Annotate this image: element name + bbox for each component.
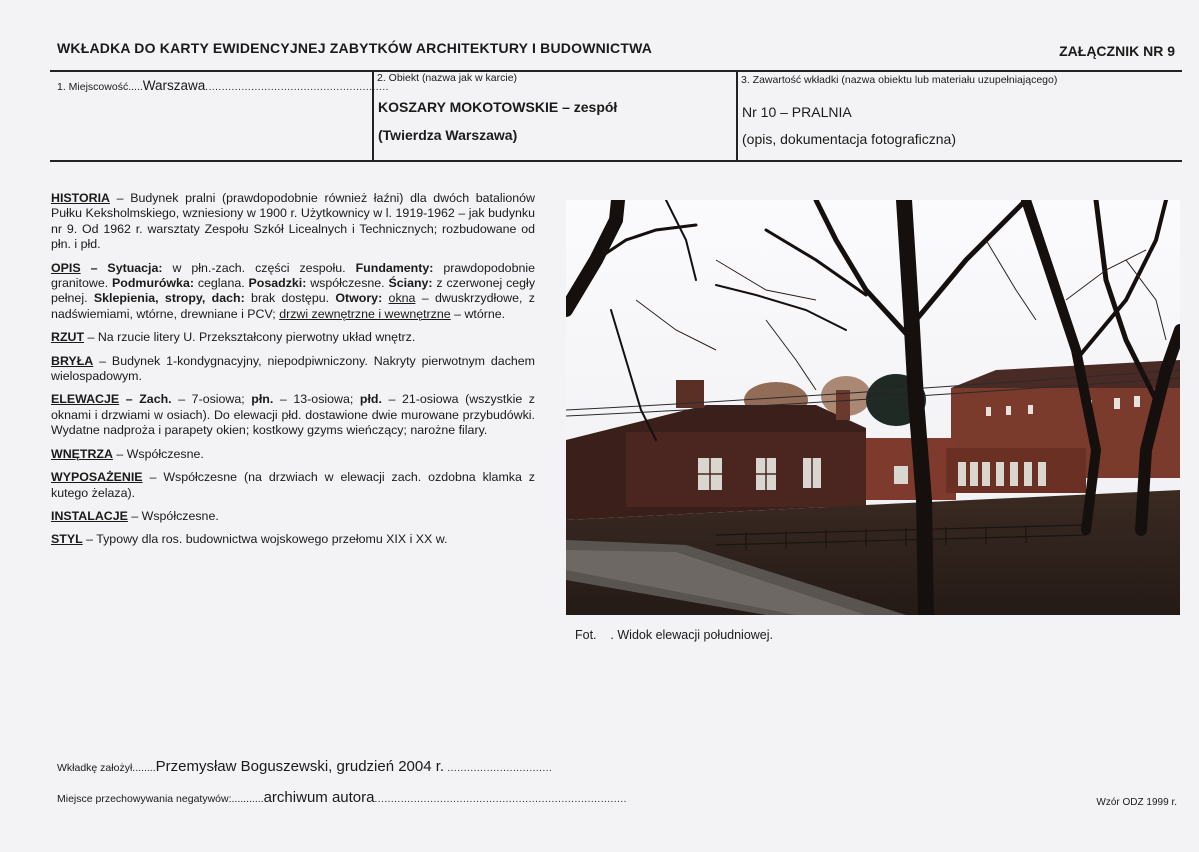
elewacje-key-pln: płn. (251, 392, 274, 407)
opis-text-drzwi: – wtórne. (450, 306, 506, 321)
opis-key-sciany: Ściany: (388, 276, 433, 291)
opis-text-podmurowka: ceglana. (193, 276, 249, 291)
locality-value: Warszawa (142, 78, 206, 93)
document-title: WKŁADKA DO KARTY EWIDENCYJNEJ ZABYTKÓW ARCHITEKTURY I BUDOWNICTWA (57, 40, 653, 56)
elewacje-text-pld: – 21-osiowa (wszystkie z oknami i drzwiami w osiach). Do elewacji płd. dostawione dwie murowane przybudówki. Wydatne nadproża i parapety okien; kostkowy gzyms wieńczący; narożne filary. (51, 392, 535, 438)
table-top-rule (50, 70, 1182, 72)
opis-key-fundamenty: Fundamenty: (355, 260, 434, 275)
storage-field: Miejsce przechowywania negatywów:...........archiwum autora............................................................................. (57, 789, 627, 806)
opis-key-sklepienia: Sklepienia, stropy, dach: (93, 291, 245, 306)
section-bryla (51, 354, 535, 385)
heading-styl: STYL (51, 532, 83, 547)
opis-text-sklepienia: brak dostępu. (244, 291, 336, 306)
heading-wyposazenie: WYPOSAŻENIE (51, 470, 143, 485)
object-name-line1: KOSZARY MOKOTOWSKIE – zespół (378, 99, 618, 115)
heading-instalacje: INSTALACJE (51, 508, 128, 523)
opis-text-sciany: z czerwonej cegły pełnej. (51, 276, 536, 306)
text-instalacje: – Współczesne. (127, 508, 219, 523)
section-historia (51, 191, 535, 253)
template-version: Wzór ODZ 1999 r. (1096, 797, 1177, 808)
contents-label: 3. Zawartość wkładki (nazwa obiektu lub materiału uzupełniającego) (741, 74, 1058, 86)
opis-text-posadzki: współczesne. (306, 276, 389, 291)
elewacje-text-pln: – 13-osiowa; (273, 392, 360, 407)
heading-wnetrza: WNĘTRZA (51, 446, 113, 461)
text-rzut: – Na rzucie litery U. Przekształcony pierwotny układ wnętrz. (84, 330, 416, 345)
section-rzut (51, 330, 535, 345)
author-label: Wkładkę założył........ (57, 762, 156, 774)
opis-text-okna: – dwuskrzydłowe, z nadświemiami, wtórne, drewniane i PCV; (51, 291, 535, 321)
author-value: Przemysław Boguszewski, grudzień 2004 r. (155, 758, 445, 775)
text-bryla: – Budynek 1-kondygnacyjny, niepodpiwniczony. Nakryty pierwotnym dachem wielospadowym. (51, 353, 535, 384)
opis-text-sytuacja: w płn.-zach. części zespołu. (162, 260, 356, 275)
contents-line1: Nr 10 – PRALNIA (742, 104, 852, 120)
table-divider-2 (736, 70, 738, 161)
text-historia: – Budynek pralni (prawdopodobnie również łaźni) dla dwóch batalionów Pułku Keksholmskiego, wzniesiony w 1900 r. Użytkownicy w l. 1919-1962 – jak budynku nr 9. Od 1962 r. warsztaty Zespołu Szkół Licealnych i Technicznych; rozbudowane od płn. i płd. (51, 191, 535, 252)
section-wyposazenie (51, 470, 535, 501)
storage-label: Miejsce przechowywania negatywów:........... (57, 793, 264, 805)
elewacje-key-zach: – Zach. (119, 392, 172, 407)
opis-key-otwory: Otwory: (335, 291, 383, 306)
opis-key-posadzki: Posadzki: (248, 276, 307, 291)
text-wyposazenie: – Współczesne (na drzwiach w elewacji zach. ozdobna klamka z kutego żelaza). (51, 470, 535, 500)
heading-rzut: RZUT (51, 330, 85, 345)
elewacje-key-pld: płd. (359, 392, 382, 407)
locality-field: 1. Miejscowość.....Warszawa........................................................ (57, 78, 389, 93)
description-body (51, 191, 535, 556)
object-name-line2: (Twierdza Warszawa) (378, 127, 518, 143)
storage-value: archiwum autora (263, 789, 375, 806)
contents-line2: (opis, dokumentacja fotograficzna) (742, 131, 956, 147)
building-photo (566, 200, 1180, 615)
opis-okna: okna (388, 291, 416, 306)
annex-number: ZAŁĄCZNIK NR 9 (1059, 43, 1175, 59)
photo-caption: Fot. . Widok elewacji południowej. (575, 628, 774, 642)
heading-historia: HISTORIA (51, 191, 110, 205)
opis-text-fundamenty: prawdopodobnie granitowe. (51, 260, 535, 291)
section-styl (51, 532, 535, 547)
section-wnetrza (51, 447, 535, 462)
locality-label: 1. Miejscowość..... (57, 81, 143, 93)
text-wnetrza: – Współczesne. (112, 446, 204, 461)
opis-key-podmurowka: Podmurówka: (112, 276, 194, 291)
text-styl: – Typowy dla ros. budownictwa wojskowego przełomu XIX i XX w. (82, 532, 448, 547)
heading-opis: OPIS (51, 260, 81, 275)
section-elewacje (51, 392, 535, 438)
table-bottom-rule (50, 160, 1182, 162)
opis-drzwi: drzwi zewnętrzne i wewnętrzne (279, 306, 451, 321)
heading-elewacje: ELEWACJE (51, 392, 120, 407)
opis-key-sytuacja: – Sytuacja: (80, 260, 163, 275)
heading-bryla: BRYŁA (51, 353, 94, 368)
section-instalacje (51, 509, 535, 524)
elewacje-text-zach: – 7-osiowa; (171, 392, 252, 407)
author-field: Wkładkę założył........Przemysław Boguszewski, grudzień 2004 r. ................................ (57, 758, 553, 775)
section-opis (51, 261, 535, 323)
object-label: 2. Obiekt (nazwa jak w karcie) (377, 72, 518, 84)
